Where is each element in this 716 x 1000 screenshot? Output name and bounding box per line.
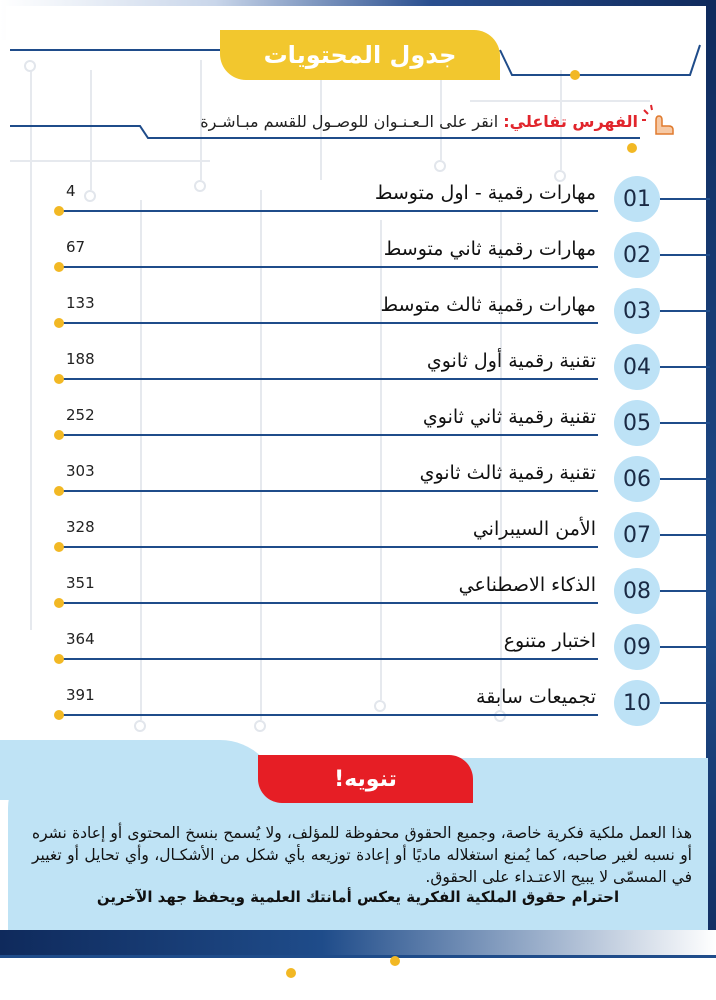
entry-number: 08	[614, 568, 660, 614]
entry-connector	[660, 422, 710, 424]
notice-closing: احترام حقوق الملكية الفكرية يعكس أمانتك العلمية ويحفظ جهد الآخرين	[96, 888, 620, 906]
entry-title[interactable]: تقنية رقمية ثالث ثانوي	[419, 462, 596, 484]
page-title	[220, 30, 500, 80]
entry-dot	[54, 374, 64, 384]
entry-dot	[54, 710, 64, 720]
entry-number: 06	[614, 456, 660, 502]
entry-underline	[58, 490, 598, 492]
entry-underline	[58, 714, 598, 716]
entry-dot	[54, 262, 64, 272]
entry-number: 09	[614, 624, 660, 670]
hint-label: الفهرس تفاعلي:	[503, 112, 638, 131]
bottom-strip	[0, 955, 716, 1000]
entry-connector	[660, 590, 710, 592]
entry-page: 351	[66, 574, 95, 592]
entry-number: 04	[614, 344, 660, 390]
entry-title[interactable]: الأمن السيبراني	[472, 518, 596, 540]
entry-underline	[58, 434, 598, 436]
entry-page: 67	[66, 238, 86, 256]
toc-row-8[interactable]	[0, 568, 716, 624]
entry-underline	[58, 266, 598, 268]
entry-number: 02	[614, 232, 660, 278]
entry-connector	[660, 478, 710, 480]
entry-number: 07	[614, 512, 660, 558]
entry-number: 01	[614, 176, 660, 222]
entry-underline	[58, 378, 598, 380]
entry-dot	[54, 654, 64, 664]
entry-underline	[58, 210, 598, 212]
entry-connector	[660, 646, 710, 648]
entry-title[interactable]: الذكاء الاصطناعي	[458, 574, 596, 596]
toc-row-5[interactable]	[0, 400, 716, 456]
bottom-dot	[286, 968, 296, 978]
entry-page: 133	[66, 294, 95, 312]
notice-title-text: تنويه!	[334, 766, 397, 792]
toc-row-6[interactable]	[0, 456, 716, 512]
entry-title[interactable]: اختبار متنوع	[503, 630, 596, 652]
toc-row-2[interactable]	[0, 232, 716, 288]
entry-dot	[54, 318, 64, 328]
entry-page: 188	[66, 350, 95, 368]
entry-number: 10	[614, 680, 660, 726]
entry-title[interactable]: مهارات رقمية - اول متوسط	[374, 182, 596, 204]
entry-dot	[54, 486, 64, 496]
entry-underline	[58, 658, 598, 660]
entry-number: 03	[614, 288, 660, 334]
entry-page: 391	[66, 686, 95, 704]
notice-text: هذا العمل ملكية فكرية خاصة، وجميع الحقوق محفوظة للمؤلف، ولا يُسمح بنسخ المحتوى أو إعادة نشره أو نسبه لغير صاحبه، كما يُمنع استغلاله ماديًا أو إعادة توزيعه بأي شكل من الأشكـال، وأي تحايل أو تغيير في المسمّى لا يبيح الاعتـداء على الحقوق.	[32, 824, 692, 886]
entry-connector	[660, 366, 710, 368]
entry-page: 303	[66, 462, 95, 480]
entry-connector	[660, 534, 710, 536]
entry-page: 252	[66, 406, 95, 424]
entry-underline	[58, 602, 598, 604]
entry-connector	[660, 310, 710, 312]
entry-dot	[54, 598, 64, 608]
entry-dot	[54, 206, 64, 216]
toc-row-4[interactable]	[0, 344, 716, 400]
entry-title[interactable]: مهارات رقمية ثاني متوسط	[383, 238, 596, 260]
toc-row-10[interactable]	[0, 680, 716, 736]
entry-title[interactable]: تجميعات سابقة	[476, 686, 596, 708]
entry-connector	[660, 702, 710, 704]
entry-title[interactable]: مهارات رقمية ثالث متوسط	[380, 294, 596, 316]
entry-title[interactable]: تقنية رقمية أول ثانوي	[426, 350, 596, 372]
entry-underline	[58, 322, 598, 324]
hand-pointer-icon	[642, 104, 676, 138]
entry-connector	[660, 198, 710, 200]
entry-page: 364	[66, 630, 95, 648]
entry-title[interactable]: تقنية رقمية ثاني ثانوي	[422, 406, 596, 428]
notice-title	[258, 755, 473, 803]
toc-row-9[interactable]	[0, 624, 716, 680]
entry-underline	[58, 546, 598, 548]
entry-dot	[54, 542, 64, 552]
toc-row-3[interactable]	[0, 288, 716, 344]
hint-text	[200, 112, 638, 131]
toc-row-7[interactable]	[0, 512, 716, 568]
toc-row-1[interactable]	[0, 176, 716, 232]
bottom-dot	[390, 956, 400, 966]
entry-number: 05	[614, 400, 660, 446]
entry-page: 328	[66, 518, 95, 536]
hint-body: انقر على الـعـنـوان للوصـول للقسم مبـاشـرة	[200, 112, 499, 131]
page-title-text: جدول المحتويات	[263, 41, 457, 69]
entry-connector	[660, 254, 710, 256]
entry-page: 4	[66, 182, 76, 200]
entry-dot	[54, 430, 64, 440]
